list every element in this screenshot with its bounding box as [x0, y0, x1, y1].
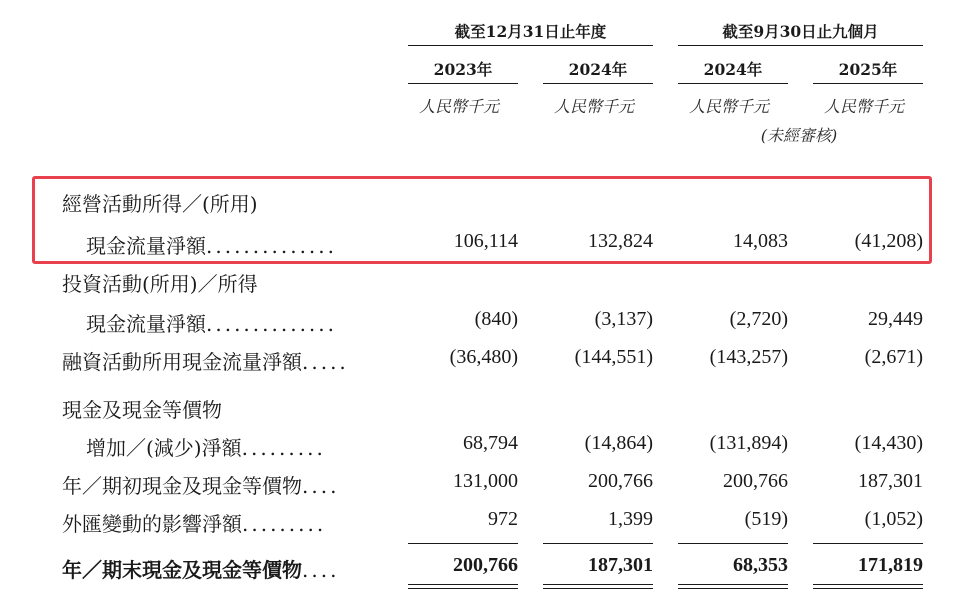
leader-dots: ....	[302, 558, 340, 582]
cell-closing-2024-9m: 68,353	[733, 554, 788, 576]
year-header-2024-b: 2024年	[703, 60, 763, 79]
cell-operating-2024: 132,824	[588, 230, 653, 252]
row-investing-label-line2	[86, 308, 337, 337]
unit-label-col4: 人民幣千元	[823, 97, 904, 116]
unit-label-col2: 人民幣千元	[553, 97, 634, 116]
cell-financing-2025-9m: (2,671)	[864, 346, 923, 368]
year-rule-1	[408, 83, 518, 84]
cell-net-change-2023: 68,794	[463, 432, 518, 454]
cell-operating-2025-9m: (41,208)	[854, 230, 923, 252]
year-rule-4	[813, 83, 923, 84]
row-fx-label	[62, 508, 326, 537]
row-fx-label-text: 外匯變動的影響淨額	[62, 512, 242, 536]
row-net-change-label: 增加／(減少)淨額	[86, 436, 242, 460]
cell-operating-2023: 106,114	[453, 230, 518, 252]
cell-investing-2024: (3,137)	[594, 308, 653, 330]
row-opening-label	[62, 470, 339, 499]
year-header-2025: 2025年	[838, 60, 898, 79]
year-header-2023: 2023年	[433, 60, 493, 79]
year-header-2024-a: 2024年	[568, 60, 628, 79]
header-group-year-ended: 截至12月31日止年度	[454, 22, 607, 41]
cell-fx-2025-9m: (1,052)	[864, 508, 923, 530]
cell-investing-2023: (840)	[474, 308, 518, 330]
subtotal-rule-2	[543, 543, 653, 544]
cell-net-change-2025-9m: (14,430)	[854, 432, 923, 454]
leader-dots: .....	[302, 350, 349, 374]
leader-dots: .........	[242, 512, 327, 536]
row-investing-label: 現金流量淨額	[86, 312, 206, 336]
cell-closing-2025-9m: 171,819	[858, 554, 923, 576]
year-rule-3	[678, 83, 788, 84]
year-rule-2	[543, 83, 653, 84]
total-double-rule-1	[408, 584, 518, 589]
row-closing-label-text: 年／期末現金及現金等價物	[62, 558, 302, 582]
subtotal-rule-3	[678, 543, 788, 544]
cell-fx-2024-9m: (519)	[744, 508, 788, 530]
unit-label-col1: 人民幣千元	[418, 97, 499, 116]
subtotal-rule-1	[408, 543, 518, 544]
cell-opening-2024: 200,766	[588, 470, 653, 492]
row-operating-label-line2	[86, 230, 337, 259]
row-financing-label	[62, 346, 349, 375]
row-net-change-label-line1: 現金及現金等價物	[62, 398, 222, 422]
row-financing-label-text: 融資活動所用現金流量淨額	[62, 350, 302, 374]
header-group2-rule	[678, 45, 923, 46]
cell-investing-2024-9m: (2,720)	[729, 308, 788, 330]
cell-operating-2024-9m: 14,083	[733, 230, 788, 252]
cell-net-change-2024-9m: (131,894)	[709, 432, 788, 454]
leader-dots: .........	[241, 436, 326, 460]
row-opening-label-text: 年／期初現金及現金等價物	[62, 474, 302, 498]
unit-label-col3: 人民幣千元	[688, 97, 769, 116]
cell-fx-2023: 972	[488, 508, 518, 530]
cell-net-change-2024: (14,864)	[584, 432, 653, 454]
leader-dots: ..............	[206, 234, 338, 258]
row-closing-label	[62, 554, 339, 583]
cell-opening-2025-9m: 187,301	[858, 470, 923, 492]
total-double-rule-2	[543, 584, 653, 589]
cell-closing-2024: 187,301	[588, 554, 653, 576]
leader-dots: ..............	[206, 312, 338, 336]
cell-opening-2023: 131,000	[453, 470, 518, 492]
cell-closing-2023: 200,766	[453, 554, 518, 576]
cell-financing-2023: (36,480)	[449, 346, 518, 368]
leader-dots: ....	[302, 474, 340, 498]
total-double-rule-4	[813, 584, 923, 589]
header-group1-rule	[408, 45, 653, 46]
cell-financing-2024: (144,551)	[574, 346, 653, 368]
row-operating-label-line1: 經營活動所得／(所用)	[62, 192, 258, 216]
row-net-change-label-line2	[86, 432, 326, 461]
unaudited-label: (未經審核)	[760, 126, 838, 145]
row-operating-label: 現金流量淨額	[86, 234, 206, 258]
subtotal-rule-4	[813, 543, 923, 544]
header-group-nine-months: 截至9月30日止九個月	[722, 22, 879, 41]
cell-financing-2024-9m: (143,257)	[709, 346, 788, 368]
total-double-rule-3	[678, 584, 788, 589]
cell-investing-2025-9m: 29,449	[868, 308, 923, 330]
cell-opening-2024-9m: 200,766	[723, 470, 788, 492]
cell-fx-2024: 1,399	[608, 508, 653, 530]
row-investing-label-line1: 投資活動(所用)／所得	[62, 272, 258, 296]
